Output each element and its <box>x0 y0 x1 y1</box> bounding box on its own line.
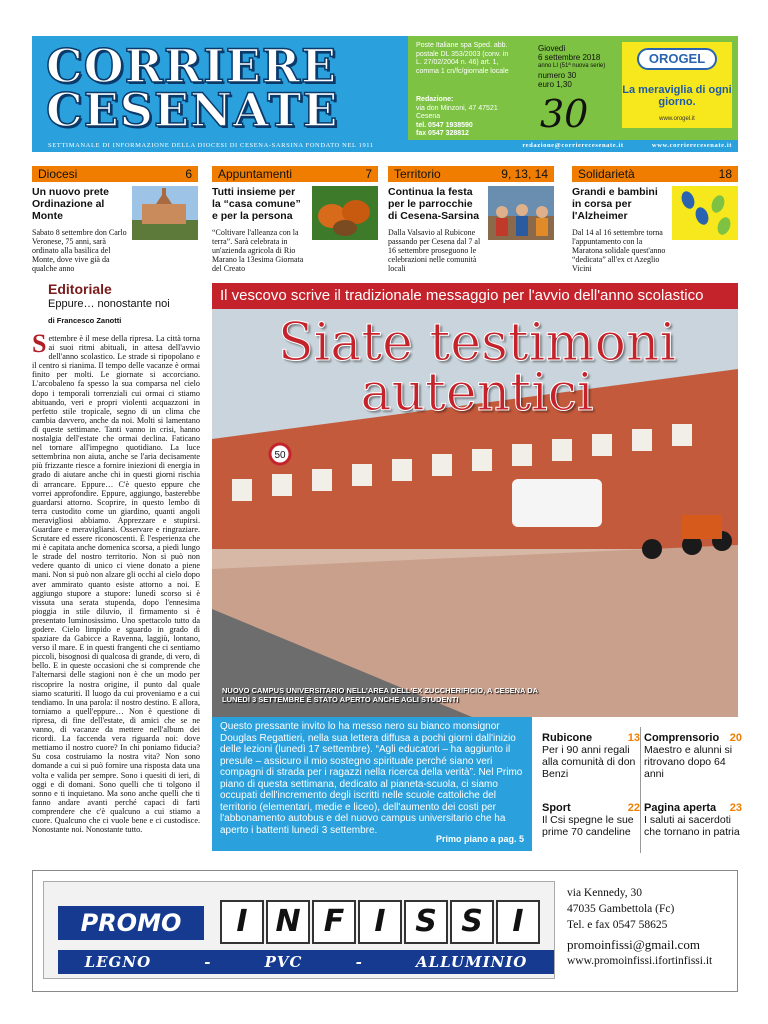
sidebox-text: Il Csi spegne le sue prime 70 candeline <box>542 814 634 838</box>
basilica-photo-icon <box>132 186 198 240</box>
ad-contact <box>567 885 712 969</box>
sidebox-text: Per i 90 anni regali alla comunità di don Benzi <box>542 744 636 780</box>
teaser-bar <box>32 166 198 182</box>
main-story-body: Questo pressante invito lo ha messo nero su bianco monsignor Douglas Regattieri, nella sua lettera diffusa a pochi giorni dall'inizio delle lezioni (lunedì 17 settembre). “Agli educatori – ha aggiunto il presule – assicuro il mio sostegno spirituale perché siano veri compagni di strada per i ragazzi nella ricerca della verità”. Nel Primo piano di questa settimana, dedicato al pianeta-scuola, ci siamo occupati dell'incremento degli iscritti nelle scuole cattoliche del territorio (elementari, medie e liceo), dell'aumento dei costi per l'abbonamento autobus e del nuovo campus universitario che ha aperto i battenti lunedì 3 settembre. <box>220 721 523 836</box>
ad-letter: F <box>312 900 356 944</box>
teaser-headline: Tutti insieme per la “casa comune” e per la persona <box>212 186 301 222</box>
sidebox-sport[interactable] <box>542 802 640 838</box>
sidebox-divider <box>640 727 641 853</box>
ad-promo-label: PROMO <box>58 906 204 940</box>
ad-letter: I <box>496 900 540 944</box>
teaser-section: Appuntamenti <box>218 167 293 181</box>
teaser-section: Solidarietà <box>578 167 635 181</box>
teaser-text: “Coltivare l'alleanza con la terra”. Sarà celebrata in un'azienda agricola di Rio Marano la 13esima Giornata del Creato <box>212 228 304 273</box>
newspaper-title <box>46 39 339 137</box>
redazione-label: Redazione: <box>416 96 454 103</box>
ad-email[interactable]: promoinfissi@gmail.com <box>567 937 700 952</box>
sidebox-text: Maestro e alunni si ritrovano dopo 64 anni <box>644 744 733 780</box>
sidebox-rubicone[interactable] <box>542 732 640 780</box>
teaser-row <box>32 166 738 278</box>
sidebox-head <box>644 732 742 744</box>
issue-full-date: 6 settembre 2018 <box>538 53 601 62</box>
issue-number-big: 30 <box>540 92 589 136</box>
teaser-bar <box>212 166 378 182</box>
website-link[interactable]: www.corrierecesenate.it <box>651 142 732 149</box>
issue-date <box>538 44 605 89</box>
sidebox-section: Pagina aperta <box>644 802 717 814</box>
ad-letter: I <box>358 900 402 944</box>
sidebox-head <box>644 802 742 814</box>
editorial-body <box>32 334 200 858</box>
promo-infissi-ad[interactable] <box>32 870 738 992</box>
title-line-1: CORRIERE <box>46 39 338 93</box>
sidebox-page: 20 <box>729 732 742 744</box>
sidebox-pagina-aperta[interactable] <box>644 802 742 838</box>
ad-phone: Tel. e fax 0547 58625 <box>567 919 668 931</box>
main-story-kicker[interactable]: Il vescovo scrive il tradizionale messaggio per l'avvio dell'anno scolastico <box>212 283 738 309</box>
teaser-solidarieta[interactable] <box>572 166 738 278</box>
contact-links <box>496 140 732 152</box>
teaser-section: Diocesi <box>38 167 78 181</box>
ad-address: via Kennedy, 30 <box>567 887 642 899</box>
ad-city: 47035 Gambettola (Fc) <box>567 903 675 915</box>
sponsor-ad[interactable] <box>622 42 732 128</box>
ad-separator: - <box>355 953 363 971</box>
sidebox-page: 13 <box>627 732 640 744</box>
teaser-bar <box>572 166 738 182</box>
sponsor-url[interactable]: www.orogel.it <box>659 116 695 122</box>
ad-website[interactable]: www.promoinfissi.ifortinfissi.it <box>567 955 713 967</box>
sponsor-logo: OROGEL <box>637 48 717 70</box>
speed-sign-text: 50 <box>274 450 286 461</box>
editorial-text: ettembre è il mese della ripresa. La città torna ai suoi ritmi abituali, in attesa dell'avvio dell'anno scolastico. Le strade si ripopolano e il centro si rianima. Il tempo delle vacanze è ormai finito per molti. Le giornate si accorciano. L'arcobaleno fa spesso la sua comparsa nel cielo dopo i temporali torrenziali cui ormai ci stiamo abituando, veri e propri violenti acquazzoni in perfetto stile tropicale, segno di un clima che cambia davvero, anche da noi. Molti si lamentano di queste settimane. Tanti vanno in crisi, hanno nostalgia dell'estate che ormai declina. Faticano nel tornare all'impegno quotidiano. La luce settembrina non aiuta, anche se l'aria decisamente più frizzante riesce a fornire iniezioni di energia in grado di aiutare anche chi in questi giorni rischia di arrancare. Eppure… C'è questo eppure che vorrei approfondire. Eppure, aggiungo, basterebbe guardarsi attorno. Scoprire, in questo lembo di terra custodito come un giardino, quanti angoli meravigliosi abbiamo. Apprezzare e stupirsi. Guardare e meravigliarsi. Osservare e ringraziare. Scrutare ed essere riconoscenti. È l'esperienza che mi è capitata anche domenica scorsa, a piedi lungo le strade del nostro territorio. Non si può non vedere quanto di unico ci viene donato a piene mani. Non si può non alzare gli occhi al cielo dopo aver ammirato quanto esiste attorno a noi. E aggiungo stupore a stupore: lunedì scorso si è vissuta una serata stupenda, dopo l'ennesima pioggia in stile diluvio, il firmamento si è presentato luminosissimo. Uno spettacolo tutto da godere. Cielo limpido e sguardo in grado di spaziare da Gabicce a Ravenna, laggiù, lontano, verso il mare. E in questi frangenti che ci sentiamo piccoli, bisognosi di qualcosa di grande, di vero, di bello. E in queste occasioni che si comprende che l'alternarsi delle stagioni non è che un modo per riscoprire la nostra origine, il punto dal quale siamo scaturiti. Il luogo da cui proveniamo e a cui tendiamo. In una parola: il nostro destino. E allora, torniamo a quell'eppure… Non è questione di ripresa, di fine dell'estate, di amici che se ne vanno, di vacanze da mettere nell'album dei ricordi. La faccenda vera riguarda noi: dove mettiamo il nostro cuore? In chi poniamo fiducia? Su cosa costruiamo la nostra vita? Non sono domande a cui si può fornire una risposta data una volta e valida per sempre. Sono i quesiti di ieri, di oggi e di domani. Sono quelli che ti tolgono il sonno e ti inquietano. Ma sono anche quelli che ti fanno andare avanti perché capaci di farti comprendere che c'è qualcuno a cui stiamo a cuore. Qualcuno che ci vuole bene e ci custodisce. Nonostante noi. Nonostante tutto. <box>32 334 200 835</box>
phone-number: tel. 0547 1938590 <box>416 121 473 129</box>
issue-number: numero 30 <box>538 71 577 80</box>
teaser-diocesi[interactable] <box>32 166 198 278</box>
teaser-pages: 6 <box>185 167 192 181</box>
teaser-text: Sabato 8 settembre don Carlo Veronese, 75 anni, sarà ordinato alla basilica del Monte, dove vive già da qualche anno <box>32 228 127 273</box>
sidebox-page: 23 <box>729 802 742 814</box>
issue-price: euro 1,30 <box>538 80 572 89</box>
ad-material: PVC <box>264 953 303 971</box>
teaser-territorio[interactable] <box>388 166 554 278</box>
sidebox-head <box>542 732 640 744</box>
ad-material: LEGNO <box>84 953 152 971</box>
sidebox-head <box>542 802 640 814</box>
photo-caption: NUOVO CAMPUS UNIVERSITARIO NELL'AREA DELL'EX ZUCCHERIFICIO, A CESENA DA LUNEDÌ 3 SETTEMBRE È STATO APERTO ANCHE AGLI STUDENTI <box>222 686 538 704</box>
teaser-bar <box>388 166 554 182</box>
teaser-headline: Grandi e bambini in corsa per l'Alzheimer <box>572 186 658 222</box>
ad-letter: I <box>220 900 264 944</box>
ad-separator: - <box>204 953 212 971</box>
sponsor-slogan: La meraviglia di ogni giorno. <box>622 84 732 108</box>
sidebox-text: I saluti ai sacerdoti che tornano in patria <box>644 814 740 838</box>
ad-letter: S <box>404 900 448 944</box>
ad-materials-bar <box>58 950 554 974</box>
fax-number: fax 0547 328812 <box>416 130 469 137</box>
title-line-2: CESENATE <box>46 83 339 137</box>
masthead <box>32 36 738 149</box>
redazione-address: via don Minzoni, 47 47521 Cesena <box>416 104 498 120</box>
issue-day: Giovedì <box>538 44 566 53</box>
vegetables-photo-icon <box>312 186 378 240</box>
sidebox-comprensorio[interactable] <box>644 732 742 780</box>
editorial-author: di Francesco Zanotti <box>48 316 122 325</box>
sidebox-section: Comprensorio <box>644 732 720 744</box>
teaser-section: Territorio <box>394 167 441 181</box>
ad-letter: S <box>450 900 494 944</box>
tagline-text: SETTIMANALE DI INFORMAZIONE DELLA DIOCESI DI CESENA-SARSINA FONDATO NEL 1911 <box>48 142 374 149</box>
teaser-headline: Continua la festa per le parrocchie di Cesena-Sarsina <box>388 186 480 222</box>
ad-material: ALLUMINIO <box>415 953 528 971</box>
ad-letter: N <box>266 900 310 944</box>
teaser-text: Dal 14 al 16 settembre torna l'appuntamento con la Maratona solidale quest'anno “dedicata” all'ex ct Azeglio Vicini <box>572 228 666 273</box>
email-link[interactable]: redazione@corrierecesenate.it <box>522 142 624 149</box>
sidebox-section: Rubicone <box>542 732 593 744</box>
sidebox-section: Sport <box>542 802 571 814</box>
masthead-title-block <box>32 36 408 140</box>
teaser-appuntamenti[interactable] <box>212 166 378 278</box>
sidebox-page: 22 <box>627 802 640 814</box>
editorial-dropcap: S <box>32 334 47 358</box>
footprints-logo-icon <box>672 186 738 240</box>
main-story-title[interactable]: Siate testimoni autentici <box>277 313 677 423</box>
ad-logo-box <box>43 881 555 979</box>
teaser-pages: 9, 13, 14 <box>501 167 548 181</box>
editorial-label: Editoriale <box>48 281 112 297</box>
festival-photo-icon <box>488 186 554 240</box>
postal-info: Poste Italiane spa Sped. abb. postale DL 353/2003 (conv. in L. 27/02/2004 n. 46) art. 1, comma 1 cn/fc/giornale locale <box>416 42 509 75</box>
editorial-title: Eppure… nonostante noi <box>48 298 170 310</box>
issue-year-series: anno LI (51ª nuova serie) <box>538 63 606 69</box>
teaser-headline: Un nuovo prete Ordinazione al Monte <box>32 186 110 222</box>
teaser-text: Dalla Valsavio al Rubicone passando per Cesena dal 7 al 16 settembre proseguono le celebrazioni nelle comunità locali <box>388 228 481 273</box>
masthead-tagline <box>32 140 738 152</box>
teaser-pages: 7 <box>365 167 372 181</box>
primo-piano-link[interactable]: Primo piano a pag. 5 <box>435 833 524 844</box>
main-story-box <box>212 717 532 851</box>
redazione-info <box>416 96 512 139</box>
teaser-pages: 18 <box>718 167 732 181</box>
